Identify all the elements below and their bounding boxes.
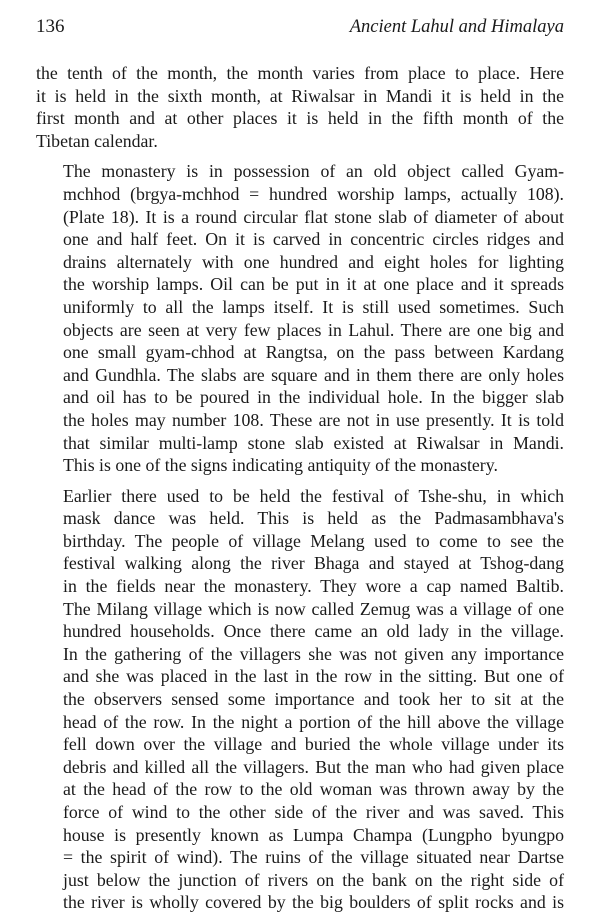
text-line: mask dance was held. This is held as the Padmasambhava's <box>63 508 564 529</box>
text-line: one small gyam-chhod at Rangtsa, on the pass between Kardang <box>63 342 564 363</box>
text-line: hundred households. Once there came an old lady in the village. <box>63 621 564 642</box>
text-line: In the gathering of the villagers she was not given any importance <box>63 643 564 664</box>
text-line: and oil has to be poured in the individual hole. In the bigger slab <box>63 387 564 408</box>
text-line: drains alternately with one hundred and eight holes for lighting <box>63 251 564 272</box>
text-line: the tenth of the month, the month varies from place to place. Here <box>36 63 564 83</box>
text-line: house is presently known as Lumpa Champa (Lungpho byungpo <box>63 824 564 845</box>
text-line: one and half feet. On it is carved in concentric circles ridges and <box>63 229 564 250</box>
text-line: and Gundhla. The slabs are square and in them there are only holes <box>63 364 564 385</box>
text-line: the worship lamps. Oil can be put in it at one place and it spreads <box>63 274 564 295</box>
text-line: objects are seen at very few places in Lahul. There are one big and <box>63 319 564 340</box>
text-line: festival walking along the river Bhaga and stayed at Tshog-dang <box>63 553 564 574</box>
text-line: just below the junction of rivers on the bank on the right side of <box>63 869 564 890</box>
text-line: This is one of the signs indicating antiquity of the monastery. <box>63 455 498 476</box>
text-line: at the head of the row to the old woman was thrown away by the <box>63 779 564 800</box>
text-line: in the fields near the monastery. They wore a cap named Baltib. <box>63 576 564 597</box>
paragraph <box>36 62 564 152</box>
text-line: the river is wholly covered by the big boulders of split rocks and is <box>63 892 564 913</box>
text-line: birthday. The people of village Melang used to come to see the <box>63 530 564 551</box>
text-line: the observers sensed some importance and took her to sit at the <box>63 689 564 710</box>
text-line: uniformly to all the lamps itself. It is still used sometimes. Such <box>63 296 564 317</box>
text-line: debris and killed all the villagers. But the man who had given place <box>63 756 564 777</box>
text-line: Tibetan calendar. <box>36 130 158 151</box>
text-line: The monastery is in possession of an old object called Gyam- <box>63 161 564 182</box>
body-text <box>36 62 564 914</box>
text-line: it is held in the sixth month, at Riwalsar in Mandi it is held in the <box>36 85 564 106</box>
page-number: 136 <box>36 16 65 37</box>
text-line: mchhod (brgya-mchhod = hundred worship lamps, actually 108). <box>63 183 564 204</box>
text-line: (Plate 18). It is a round circular flat stone slab of diameter of about <box>63 206 564 227</box>
text-line: and she was placed in the last in the row in the sitting. But one of <box>63 666 564 687</box>
paragraph <box>36 160 564 476</box>
book-page <box>36 16 564 922</box>
text-line: force of wind to the other side of the river and was saved. This <box>63 802 564 822</box>
text-line: that similar multi-lamp stone slab existed at Riwalsar in Mandi. <box>63 432 564 453</box>
text-line: the holes may number 108. These are not in use presently. It is told <box>63 409 564 430</box>
running-header <box>36 16 564 46</box>
text-line: Earlier there used to be held the festival of Tshe-shu, in which <box>63 485 564 506</box>
text-line: head of the row. In the night a portion of the hill above the village <box>63 711 564 732</box>
text-line: = the spirit of wind). The ruins of the village situated near Dartse <box>63 847 564 868</box>
paragraph <box>36 485 564 914</box>
text-line: fell down over the village and buried the whole village under its <box>63 734 564 755</box>
book-title: Ancient Lahul and Himalaya <box>349 17 564 37</box>
text-line: first month and at other places it is held in the fifth month of the <box>36 108 564 129</box>
text-line: The Milang village which is now called Zemug was a village of one <box>63 598 564 619</box>
